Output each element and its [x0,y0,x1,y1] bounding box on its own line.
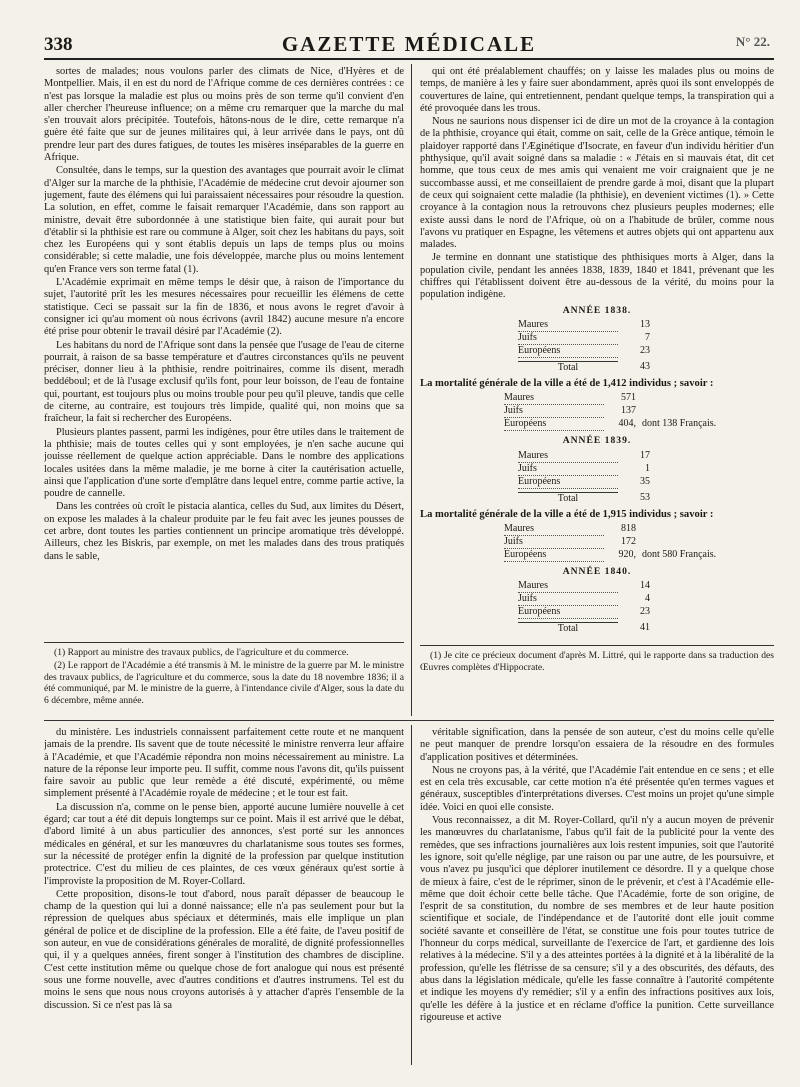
row-value: 137 [621,405,636,417]
lower-left-column [44,727,404,1067]
row-label: Maures [518,580,618,593]
paragraph: Les habitans du nord de l'Afrique sont dans la pensée que l'usage de l'eau de citerne pourrait, à raison de sa basse température et d'autres circonstances qu'ils ne peuvent préciser, donner lieu à la phthisie, rendre poitrinaires, comme ils disent, meradh beddéboul; et de là l'usage exclusif qu'ils font, pour leur boisson, de l'eau de fontaine qui, pourtant, est toujours plus ou moins trouble pour peu qu'il pleuve, tandis que celle de citerne, au contraire, est toujours très limpide, qualité qui, non moins que sa fraîcheur, la fait si rechercher des Européens. [44,339,404,425]
row-label: Européens [504,418,604,431]
general-mortality: La mortalité générale de la ville a été de 1,412 individus ; savoir : [420,377,714,389]
row-label: Juifs [518,463,618,476]
general-deaths [504,523,754,562]
footnote: (1) Rapport au ministre des travaux publics, de l'agriculture et du commerce. [54,646,349,658]
phthisis-deaths [518,319,698,374]
row-label: Maures [504,523,604,536]
row-label: Juifs [518,332,618,345]
row-value: 13 [640,318,650,330]
table-row [518,606,698,619]
total-value: 43 [640,360,650,372]
page-number: 338 [44,34,73,55]
year-heading: ANNÉE 1839. [562,435,632,447]
row-value: 14 [640,580,650,592]
paragraph: sortes de malades; nous voulons parler des climats de Nice, d'Hyères et de Montpellier. Mais, il en est du nord de l'Afrique comme de ces dernières contrées : ce n'est pas lorsque la maladie est plus ou moins près de son terme qu'il convient d'en aller chercher l'heureuse influence; on a même cru remarquer que la marche du mal s'en trouvait alors précipitée. Toutefois, hâtons-nous de le dire, cette remarque n'a guère été faite que sur de jeunes militaires qui, à leur arrivée dans le pays, ont dû prendre leur part des dures fatigues, de toutes les misères inséparables de la guerre en Afrique. [44,66,404,164]
year-heading: ANNÉE 1840. [562,565,632,577]
paragraph: Je termine en donnant une statistique des phthisiques morts à Alger, dans la population civile, pendant les années 1838, 1839, 1840 et 1841, prévenant que les chiffres qui l'établissent doivent être au-dessous de la vérité, du moins pour la population indigène. [420,252,774,301]
table-row [504,392,754,405]
row-value: 23 [640,344,650,356]
total-label: Total [518,361,618,374]
row-value: 404, [618,418,636,430]
paragraph: véritable signification, dans la pensée de son auteur, c'est du moins celle qu'elle ne peut manquer de prendre lorsqu'on essaiera de la résoudre en des formules d'application positives et déterminées. [420,727,774,763]
total-value: 53 [640,491,650,503]
paragraph: Vous reconnaissez, a dit M. Royer-Collard, qu'il n'y a aucun moyen de prévenir les manœuvres du charlatanisme, l'abus qu'il fait de la publicité pour la vente des remèdes, que ses infractions journalières aux lois restent impunies, soit que l'autorité les ignore, soit qu'elle néglige, par une raison ou par une autre, de les poursuivre, et vous n'avez pu jusqu'ici que déplorer inutilement ce désordre. Il y a quelque chose de mieux à faire, c'est de le réprimer, sinon de le prévenir, et c'est à l'Académie elle-même que doit échoir cette belle tâche. Que l'Académie, forte de son origine, de l'esprit de sa constitution, du nombre de ses membres et de leur haute position scientifique et sociale, de l'indépendance et de l'autorité dont elle jouit comme société savante et conseillère de l'état, se constitue une fois pour toutes tutrice de l'honneur du corps médical, surveillante de l'exercice de l'art, et gardienne des lois relatives à la médecine. S'il y a des atteintes portées à la dignité et à la libéralité de la profession, qu'elle les flétrisse de sa censure; s'il y a des obscurités, des défauts, des abus dans la législation médicale, qu'elle les fasse connaître à l'autorité compétente et indique les moyens d'y remédier; s'il y a enfin des infractions positives aux lois, qu'elle les défère à la justice et en réclame d'office la punition. Cette surveillance rigoureuse et active [420,815,774,1023]
row-label: Maures [518,319,618,332]
paragraph: La discussion n'a, comme on le pense bien, apporté aucune lumière nouvelle à cet égard; car tout a été dit depuis longtemps sur ce point. Mais il est arrivé que le débat, d'abord limité à un abus particulier des annonces, s'est porté sur les annonces médicales en général, et sur les manœuvres du charlatanisme sous toutes ses formes, sur la nécessité de protéger enfin la dignité de la profession par quelque institution protectrice. C'est du milieu de ces plaintes, de ces vœux généraux qu'est sortie à l'improviste la proposition de M. Royer-Collard. [44,801,404,887]
mortality-statistics [420,305,774,635]
row-label: Européens [518,606,618,619]
journal-title: GAZETTE MÉDICALE [281,32,537,56]
row-label: Européens [518,476,618,489]
paragraph: L'Académie exprimait en même temps le désir que, à raison de l'importance du sujet, l'autorité prît les les mesures nécessaires pour recueillir les élémens de cette statistique. Ceci se passait sur la fin de 1836, et nous avons le regret d'avoir à consigner ici qu'au moment où nous écrivons (avril 1842) aucune mesure n'a encore été prise pour obtenir le travail désiré par l'Académie (2). [44,277,404,338]
table-row [504,405,754,418]
footnotes [420,645,774,673]
right-column [420,66,774,714]
row-value: 920, [618,548,636,560]
year-table [420,305,774,432]
table-row [518,593,698,606]
footnote: (1) Je cite ce précieux document d'après M. Littré, qui le rapporte dans sa traduction des Œuvres complètes d'Hippocrate. [420,650,774,673]
total-row [518,361,698,374]
paragraph: Plusieurs plantes passent, parmi les indigènes, pour être utiles dans le traitement de la phthisie; mais de toutes celles qui y sont employées, je n'en sache aucune qui jouisse réellement de quelque action appréciable. Dans le nombre des applications locales usitées dans la même maladie, je me borne à citer la cautérisation actuelle, ainsi que l'application d'une sorte d'emplâtre dans lequel entre, comme partie active, la poudre de cannelle. [44,426,404,500]
row-value: 818 [621,522,636,534]
paragraph: du ministère. Les industriels connaissent parfaitement cette route et ne manquent jamais de la prendre. Ils savent que de toute nécessité le ministre renverra leur affaire à l'Académie, et que l'Académie répondra non moins nécessairement au ministre. La nature de la réponse leur importe peu. Il suffit, comme nous l'avons dit, qu'ils puissent faire savoir au public que leur remède a été discuté, expérimenté, ou même simplement présenté à l'Académie royale de médecine ; et le tour est fait. [44,727,404,800]
paragraph: Nous ne croyons pas, à la vérité, que l'Académie l'ait entendue en ce sens ; et elle est en cela très excusable, car cette motion n'a été présentée qu'en termes vagues et généraux, susceptibles d'interprétations diverses. C'est moins un projet qu'une simple idée. Voici en quoi elle consiste. [420,764,774,813]
row-label: Juifs [504,536,604,549]
table-row [518,332,698,345]
masthead [44,28,774,60]
row-value: 23 [640,606,650,618]
upper-section [44,60,774,721]
row-label: Européens [504,549,604,562]
paragraph: qui ont été préalablement chauffés; on y laisse les malades plus ou moins de temps, de manière à les y faire suer abondamment, après quoi ils sont enveloppés de couvertures de laine, qui entretiennent, pendant quelque temps, la transpiration qui a été provoquée dans les trous. [420,66,774,114]
row-label: Européens [518,345,618,358]
footnote: (2) Le rapport de l'Académie a été transmis à M. le ministre de la guerre par M. le ministre des travaux publics, de l'agriculture et du commerce, sous la date du 18 novembre 1836; il a été communiqué, par M. le ministre de la guerre, à l'intendance civile d'Alger, sous la date du 6 décembre, même année. [44,660,404,706]
year-table [420,566,774,635]
row-note: dont 580 Français. [642,548,717,560]
total-value: 41 [640,622,650,634]
column-divider [411,64,412,716]
row-label: Maures [518,450,618,463]
paragraph: Cette proposition, disons-le tout d'abord, nous paraît dépasser de beaucoup le champ de la question qui lui a donné naissance; elle n'a pas seulement pour but la répression de quelques abus spéciaux et déterminés, mais elle implique un plan général de police et de discipline de la profession. Elle a été faite, de l'aveu positif de son auteur, en vue de considérations générales de moralité, de dignité professionnelles qui, il y a quelques années, firent songer à l'institution des chambres de discipline. C'est cette institution même ou quelque chose de fort analogue qui nous est présenté sous une forme nouvelle, avec d'autres conditions et d'autres instrumens. Tel est du moins le sens que nous nous croyons autorisés à y attacher d'après l'ensemble de la discussion. Si ce n'est pas là sa [44,888,404,1011]
table-row [518,463,698,476]
lower-section [44,721,774,1071]
row-note: dont 138 Français. [642,418,717,430]
row-value: 1 [645,462,650,474]
total-row [518,622,698,635]
table-row [504,418,754,431]
total-label: Total [518,492,618,505]
table-row [504,536,754,549]
row-label: Maures [504,392,604,405]
table-row [518,345,698,358]
paragraph: Nous ne saurions nous dispenser ici de dire un mot de la croyance à la contagion de la phthisie, croyance qui était, comme on sait, celle de la Grèce antique, témoin le plaidoyer rapporté dans l'Æginétique d'Isocrate, en faveur d'un individu héritier d'un phthysique, qu'il avait soigné dans sa maladie : « J'étais en si mauvais état, dit cet homme, que tous ceux de mes amis qui venaient me voir craignaient que je ne succombasse aussi, et me conseillaient de prendre garde à moi, disant que la plupart de ceux qui soignaient cette maladie (la phthisie), en devenient victimes (1). » Cette croyance à la contagion nous la retrouvons chez plusieurs peuples modernes; elle existe aussi dans le nord de l'Afrique, où on a l'habitude de brûler, comme nous l'avons vu pratiquer en Espagne, les vêtemens et autres objets qui ont appartenu aux malades. [420,116,774,251]
footnotes [44,642,404,708]
table-row [518,476,698,489]
row-value: 4 [645,593,650,605]
total-row [518,492,698,505]
table-row [504,523,754,536]
paragraph: Consultée, dans le temps, sur la question des avantages que pourrait avoir le climat d'Alger sur la marche de la phthisie, l'Académie de médecine crut devoir ajourner son jugement, faute des élémens qui lui paraissaient nécessaires pour résoudre la question. La solution, en effet, comme le faisait remarquer l'Académie, dans son rapport au ministre, devait être subordonnée à une statistique bien faite, qui aurait pour but d'établir si la phthisie est rare ou commune à Alger, soit chez les habitans du pays, soit chez les Européens qui y sont établis depuis un laps de temps plus ou moins considérable; si cette maladie, une fois développée, marche plus ou moins lentement qu'en France vers son terme fatal (1). [44,165,404,275]
general-mortality: La mortalité générale de la ville a été de 1,915 individus ; savoir : [420,508,714,520]
year-table [420,435,774,562]
column-divider [411,725,412,1065]
phthisis-deaths [518,580,698,635]
row-value: 172 [621,535,636,547]
left-column [44,66,404,714]
row-value: 571 [621,392,636,404]
row-value: 17 [640,449,650,461]
table-row [518,450,698,463]
row-value: 35 [640,475,650,487]
year-heading: ANNÉE 1838. [562,304,632,316]
table-row [518,580,698,593]
row-label: Juifs [518,593,618,606]
row-value: 7 [645,331,650,343]
issue-number: N° 22. [735,34,770,49]
table-row [504,549,754,562]
general-deaths [504,392,754,431]
lower-right-column [420,727,774,1067]
table-row [518,319,698,332]
phthisis-deaths [518,450,698,505]
row-label: Juifs [504,405,604,418]
total-label: Total [518,622,618,635]
paragraph: Dans les contrées où croît le pistacia alantica, celles du Sud, aux limites du Désert, on expose les malades à la chaleur produite par le feu fait avec les jeunes pousses de cet arbre, dont toutes les parties contiennent un principe aromatique très développé. Ailleurs, chez les Biskris, par exemple, on met les malades dans des trous pratiqués dans le sable, [44,501,404,562]
